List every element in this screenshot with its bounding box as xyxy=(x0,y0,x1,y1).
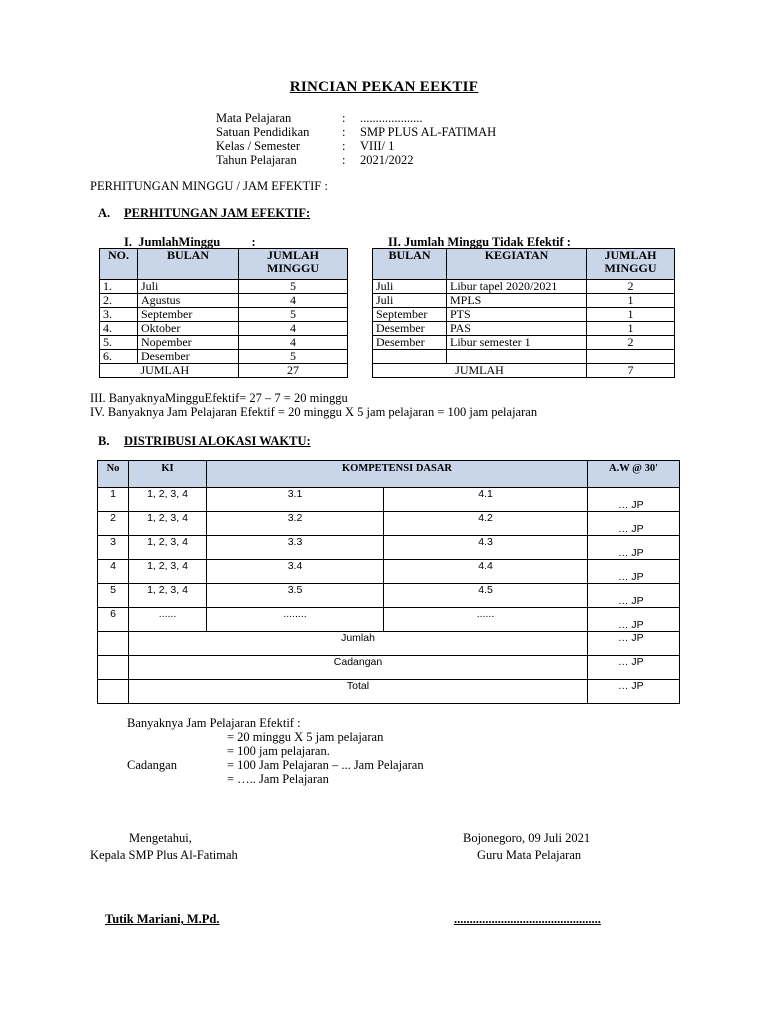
cell-bulan: Juli xyxy=(138,280,239,294)
page-title: RINCIAN PEKAN EEKTIF xyxy=(289,79,479,95)
cell-no: 6 xyxy=(98,608,129,632)
table-minggu-tidak-efektif xyxy=(372,248,675,378)
summary-value: … JP xyxy=(588,680,680,704)
cell-ki: 1, 2, 3, 4 xyxy=(129,488,207,512)
table-summary-row xyxy=(98,656,680,680)
table-total-row xyxy=(373,364,675,378)
info-label: Kelas / Semester xyxy=(216,139,301,153)
cell-no: 3 xyxy=(98,536,129,560)
header-ki: KI xyxy=(129,461,207,488)
cell-kd3: 3.1 xyxy=(207,488,384,512)
calc-line3: = 100 jam pelajaran. xyxy=(227,744,330,758)
header-kompetensi-dasar: KOMPETENSI DASAR xyxy=(207,461,588,488)
cell-kegiatan xyxy=(447,350,587,364)
cell-jumlah: 2 xyxy=(587,280,675,294)
cell-kd3: 3.3 xyxy=(207,536,384,560)
section-a-title: PERHITUNGAN JAM EFEKTIF: xyxy=(124,206,311,220)
info-value: .................... xyxy=(360,111,423,125)
cell-bulan: Juli xyxy=(373,280,447,294)
cell-bulan: September xyxy=(138,308,239,322)
header-no: NO. xyxy=(100,249,138,280)
sign-left-line1: Mengetahui, xyxy=(129,831,192,845)
info-label: Tahun Pelajaran xyxy=(216,153,297,167)
cell-kegiatan: PAS xyxy=(447,322,587,336)
header-jumlah-minggu: JUMLAH MINGGU xyxy=(587,249,675,280)
cell-aw: … JP xyxy=(588,584,680,608)
info-label: Mata Pelajaran xyxy=(216,111,292,125)
header-bulan: BULAN xyxy=(373,249,447,280)
cell-kd4: 4.3 xyxy=(384,536,588,560)
cell-jumlah: 2 xyxy=(587,336,675,350)
cell-no: 4 xyxy=(98,560,129,584)
info-value: 2021/2022 xyxy=(360,153,414,167)
table-row xyxy=(373,322,675,336)
cell-bulan: Desember xyxy=(138,350,239,364)
cell-aw: … JP xyxy=(588,488,680,512)
cell-bulan: Desember xyxy=(373,336,447,350)
cell-kd4: 4.1 xyxy=(384,488,588,512)
cell-kd3: 3.4 xyxy=(207,560,384,584)
table-row xyxy=(373,308,675,322)
header-bulan: BULAN xyxy=(138,249,239,280)
cell-kegiatan: Libur tapel 2020/2021 xyxy=(447,280,587,294)
cell-aw: … JP xyxy=(588,608,680,632)
cell-bulan: Oktober xyxy=(138,322,239,336)
total-label: JUMLAH xyxy=(373,364,587,378)
table-row xyxy=(100,280,348,294)
cell-ki: 1, 2, 3, 4 xyxy=(129,512,207,536)
summary-label: Jumlah xyxy=(129,632,588,656)
calc-line4: = 100 Jam Pelajaran – ... Jam Pelajaran xyxy=(227,758,424,772)
cell-kd4: 4.5 xyxy=(384,584,588,608)
table-header-row xyxy=(100,249,348,280)
header-kegiatan: KEGIATAN xyxy=(447,249,587,280)
table-row xyxy=(373,294,675,308)
table-jumlah-minggu xyxy=(99,248,348,378)
table-row xyxy=(373,280,675,294)
cell-kd4: ...... xyxy=(384,608,588,632)
section-b-letter: B. xyxy=(98,434,110,448)
cell-kd3: ........ xyxy=(207,608,384,632)
cell-bulan: September xyxy=(373,308,447,322)
table2-heading: II. Jumlah Minggu Tidak Efektif : xyxy=(388,235,571,249)
calc-cadangan-label: Cadangan xyxy=(127,758,177,772)
sign-right-line1: Bojonegoro, 09 Juli 2021 xyxy=(463,831,591,845)
cell-jumlah: 1 xyxy=(587,322,675,336)
cell-jumlah: 1 xyxy=(587,294,675,308)
table-row xyxy=(98,584,680,608)
sign-right-name: ............................................... xyxy=(454,912,601,926)
cell-no: 1. xyxy=(100,280,138,294)
header-aw: A.W @ 30' xyxy=(588,461,680,488)
info-label: Satuan Pendidikan xyxy=(216,125,310,139)
total-value: 27 xyxy=(239,364,348,378)
table-row xyxy=(98,560,680,584)
table1-heading: I. JumlahMinggu : xyxy=(124,235,256,249)
cell-jumlah: 5 xyxy=(239,280,348,294)
cell-no: 3. xyxy=(100,308,138,322)
info-colon: : xyxy=(342,111,346,125)
cell-jumlah: 4 xyxy=(239,294,348,308)
sign-right-line2: Guru Mata Pelajaran xyxy=(477,848,582,862)
table-row xyxy=(373,350,675,364)
table-row xyxy=(98,608,680,632)
cell-kegiatan: PTS xyxy=(447,308,587,322)
cell-empty xyxy=(98,656,129,680)
info-colon: : xyxy=(342,139,346,153)
summary-value: … JP xyxy=(588,632,680,656)
header-jumlah-minggu: JUMLAH MINGGU xyxy=(239,249,348,280)
table-summary-row xyxy=(98,680,680,704)
cell-kd4: 4.4 xyxy=(384,560,588,584)
cell-jumlah xyxy=(587,350,675,364)
cell-kd3: 3.5 xyxy=(207,584,384,608)
summary-label: Total xyxy=(129,680,588,704)
table-row xyxy=(100,350,348,364)
cell-no: 2. xyxy=(100,294,138,308)
cell-no: 5. xyxy=(100,336,138,350)
total-label: JUMLAH xyxy=(138,364,239,378)
cell-no: 2 xyxy=(98,512,129,536)
table-header-row xyxy=(373,249,675,280)
cell-bulan: Agustus xyxy=(138,294,239,308)
info-colon: : xyxy=(342,153,346,167)
line-iii: III. BanyaknyaMingguEfektif= 27 – 7 = 20 minggu xyxy=(90,391,348,405)
table-row xyxy=(100,336,348,350)
info-value: VIII/ 1 xyxy=(360,139,395,153)
cell-no: 1 xyxy=(98,488,129,512)
cell-ki: 1, 2, 3, 4 xyxy=(129,584,207,608)
cell-ki: 1, 2, 3, 4 xyxy=(129,536,207,560)
cell-jumlah: 4 xyxy=(239,336,348,350)
summary-label: Cadangan xyxy=(129,656,588,680)
cell-bulan: Nopember xyxy=(138,336,239,350)
info-colon: : xyxy=(342,125,346,139)
cell-empty xyxy=(100,364,138,378)
cell-kd3: 3.2 xyxy=(207,512,384,536)
summary-value: … JP xyxy=(588,656,680,680)
info-value: SMP PLUS AL-FATIMAH xyxy=(360,125,497,139)
cell-aw: … JP xyxy=(588,560,680,584)
table-distribusi xyxy=(97,460,680,704)
cell-aw: … JP xyxy=(588,536,680,560)
cell-bulan: Desember xyxy=(373,322,447,336)
total-value: 7 xyxy=(587,364,675,378)
header-no: No xyxy=(98,461,129,488)
cell-no: 6. xyxy=(100,350,138,364)
cell-kegiatan: Libur semester 1 xyxy=(447,336,587,350)
table-row xyxy=(100,294,348,308)
cell-kd4: 4.2 xyxy=(384,512,588,536)
cell-jumlah: 1 xyxy=(587,308,675,322)
cell-bulan xyxy=(373,350,447,364)
calc-line1-label: Banyaknya Jam Pelajaran Efektif : xyxy=(127,716,301,730)
cell-bulan: Juli xyxy=(373,294,447,308)
cell-no: 4. xyxy=(100,322,138,336)
cell-ki: ...... xyxy=(129,608,207,632)
calc-line5: = ….. Jam Pelajaran xyxy=(227,772,329,786)
cell-jumlah: 5 xyxy=(239,308,348,322)
calc-line2: = 20 minggu X 5 jam pelajaran xyxy=(227,730,384,744)
cell-jumlah: 4 xyxy=(239,322,348,336)
perhitungan-heading: PERHITUNGAN MINGGU / JAM EFEKTIF : xyxy=(90,179,328,193)
cell-kegiatan: MPLS xyxy=(447,294,587,308)
table-header-row xyxy=(98,461,680,488)
table-row xyxy=(100,322,348,336)
cell-no: 5 xyxy=(98,584,129,608)
cell-empty xyxy=(98,680,129,704)
line-iv: IV. Banyaknya Jam Pelajaran Efektif = 20 minggu X 5 jam pelajaran = 100 jam pelajaran xyxy=(90,405,538,419)
cell-ki: 1, 2, 3, 4 xyxy=(129,560,207,584)
cell-aw: … JP xyxy=(588,512,680,536)
table-row xyxy=(98,536,680,560)
cell-empty xyxy=(98,632,129,656)
table-row xyxy=(100,308,348,322)
table-summary-row xyxy=(98,632,680,656)
table-total-row xyxy=(100,364,348,378)
table-row xyxy=(373,336,675,350)
sign-left-line2: Kepala SMP Plus Al-Fatimah xyxy=(90,848,238,862)
table-row xyxy=(98,488,680,512)
cell-jumlah: 5 xyxy=(239,350,348,364)
section-a-letter: A. xyxy=(98,206,111,220)
table-row xyxy=(98,512,680,536)
sign-left-name: Tutik Mariani, M.Pd. xyxy=(105,912,220,926)
section-b-title: DISTRIBUSI ALOKASI WAKTU: xyxy=(124,434,311,448)
